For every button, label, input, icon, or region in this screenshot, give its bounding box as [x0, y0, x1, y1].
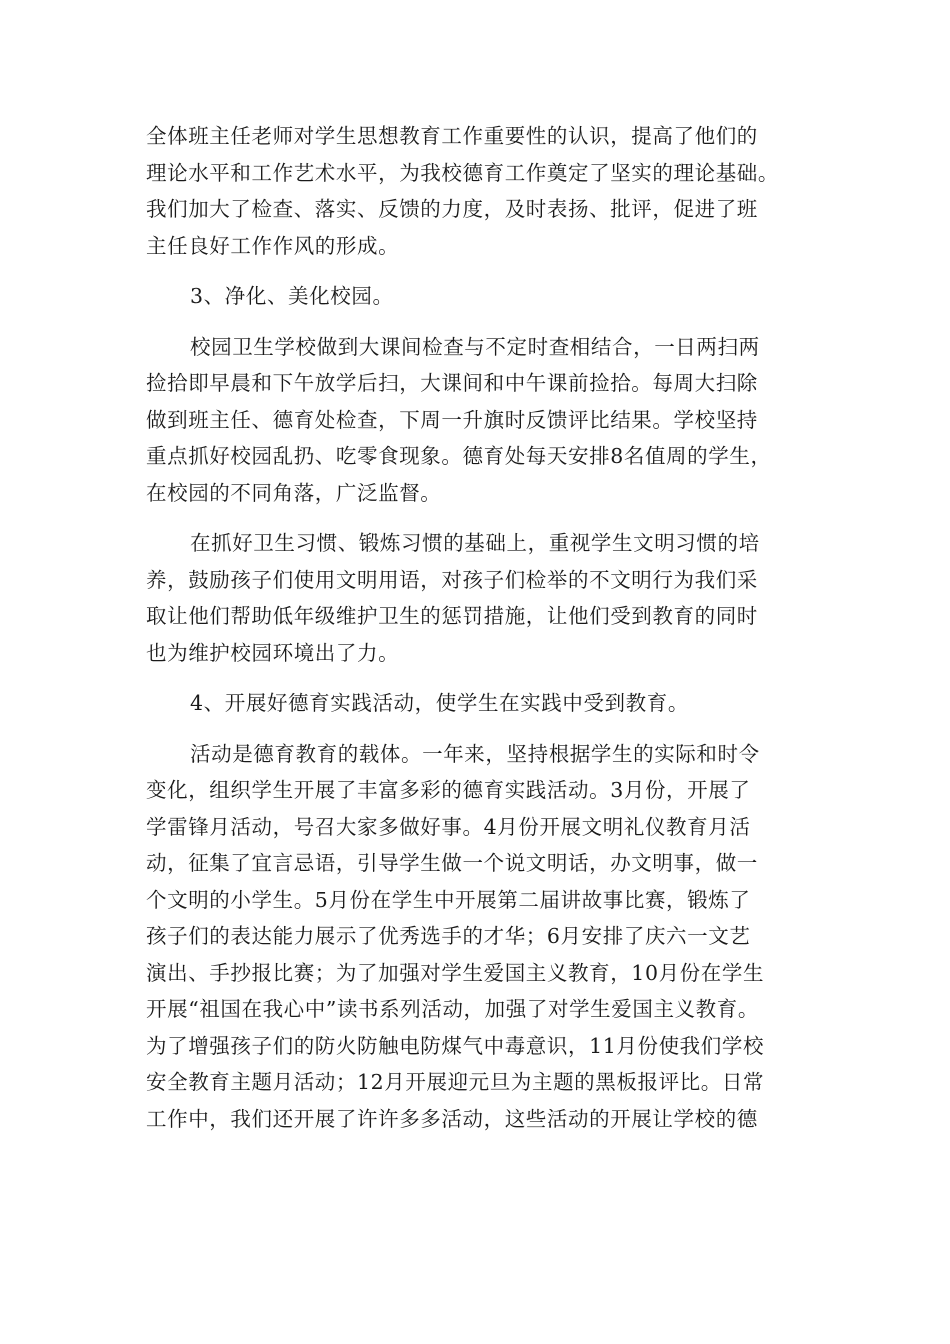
text-line: 养，鼓励孩子们使用文明用语，对孩子们检举的不文明行为我们采 [146, 567, 758, 592]
paragraph-spacer [146, 671, 806, 685]
text-line: 孩子们的表达能力展示了优秀选手的才华；6月安排了庆六一文艺 [146, 924, 751, 948]
text-line: 演出、手抄报比赛；为了加强对学生爱国主义教育，10月份在学生 [146, 960, 765, 985]
text-line: 全体班主任老师对学生思想教育工作重要性的认识，提高了他们的 [146, 124, 758, 148]
document-body [146, 118, 806, 1137]
text-line: 个文明的小学生。5月份在学生中开展第二届讲故事比赛，锻炼了 [146, 887, 751, 912]
section-heading-4 [146, 685, 806, 722]
text-line: 也为维护校园环境出了力。 [146, 640, 400, 665]
text-line: 取让他们帮助低年级维护卫生的惩罚措施，让他们受到教育的同时 [146, 604, 758, 628]
text-line: 安全教育主题月活动；12月开展迎元旦为主题的黑板报评比。日常 [146, 1070, 765, 1094]
text-line: 做到班主任、德育处检查，下周一升旗时反馈评比结果。学校坚持 [146, 407, 758, 432]
heading-line: 4、开展好德育实践活动，使学生在实践中受到教育。 [190, 691, 689, 715]
text-line: 理论水平和工作艺术水平，为我校德育工作奠定了坚实的理论基础。 [146, 160, 779, 185]
text-line: 工作中，我们还开展了许许多多活动，这些活动的开展让学校的德 [146, 1106, 758, 1131]
text-line: 在抓好卫生习惯、锻炼习惯的基础上，重视学生文明习惯的培 [190, 531, 760, 555]
paragraph-spacer [146, 511, 806, 525]
paragraph-4 [146, 525, 806, 671]
section-heading-3 [146, 278, 806, 315]
text-line: 主任良好工作作风的形成。 [146, 233, 400, 258]
text-line: 捡拾即早晨和下午放学后扫，大课间和中午课前捡拾。每周大扫除 [146, 371, 758, 395]
text-line: 活动是德育教育的载体。一年来，坚持根据学生的实际和时令 [190, 741, 760, 766]
text-line: 重点抓好校园乱扔、吃零食现象。德育处每天安排8名值周的学生， [146, 444, 772, 468]
paragraph-6 [146, 736, 806, 1138]
text-line: 变化，组织学生开展了丰富多彩的德育实践活动。3月份，开展了 [146, 778, 751, 802]
text-line: 学雷锋月活动，号召大家多做好事。4月份开展文明礼仪教育月活 [146, 814, 751, 839]
text-line: 我们加大了检查、落实、反馈的力度，及时表扬、批评，促进了班 [146, 197, 758, 221]
text-line: 校园卫生学校做到大课间检查与不定时查相结合，一日两扫两 [190, 334, 760, 359]
heading-line: 3、净化、美化校园。 [190, 284, 394, 308]
text-line: 为了增强孩子们的防火防触电防煤气中毒意识，11月份使我们学校 [146, 1033, 765, 1058]
paragraph-spacer [146, 264, 806, 278]
paragraph-spacer [146, 722, 806, 736]
paragraph-3 [146, 329, 806, 512]
paragraph-spacer [146, 315, 806, 329]
text-line: 动，征集了宜言忌语，引导学生做一个说文明话，办文明事，做一 [146, 851, 758, 875]
paragraph-1 [146, 118, 806, 264]
text-line: 开展“祖国在我心中”读书系列活动，加强了对学生爱国主义教育。 [146, 997, 759, 1021]
text-line: 在校园的不同角落，广泛监督。 [146, 480, 442, 505]
